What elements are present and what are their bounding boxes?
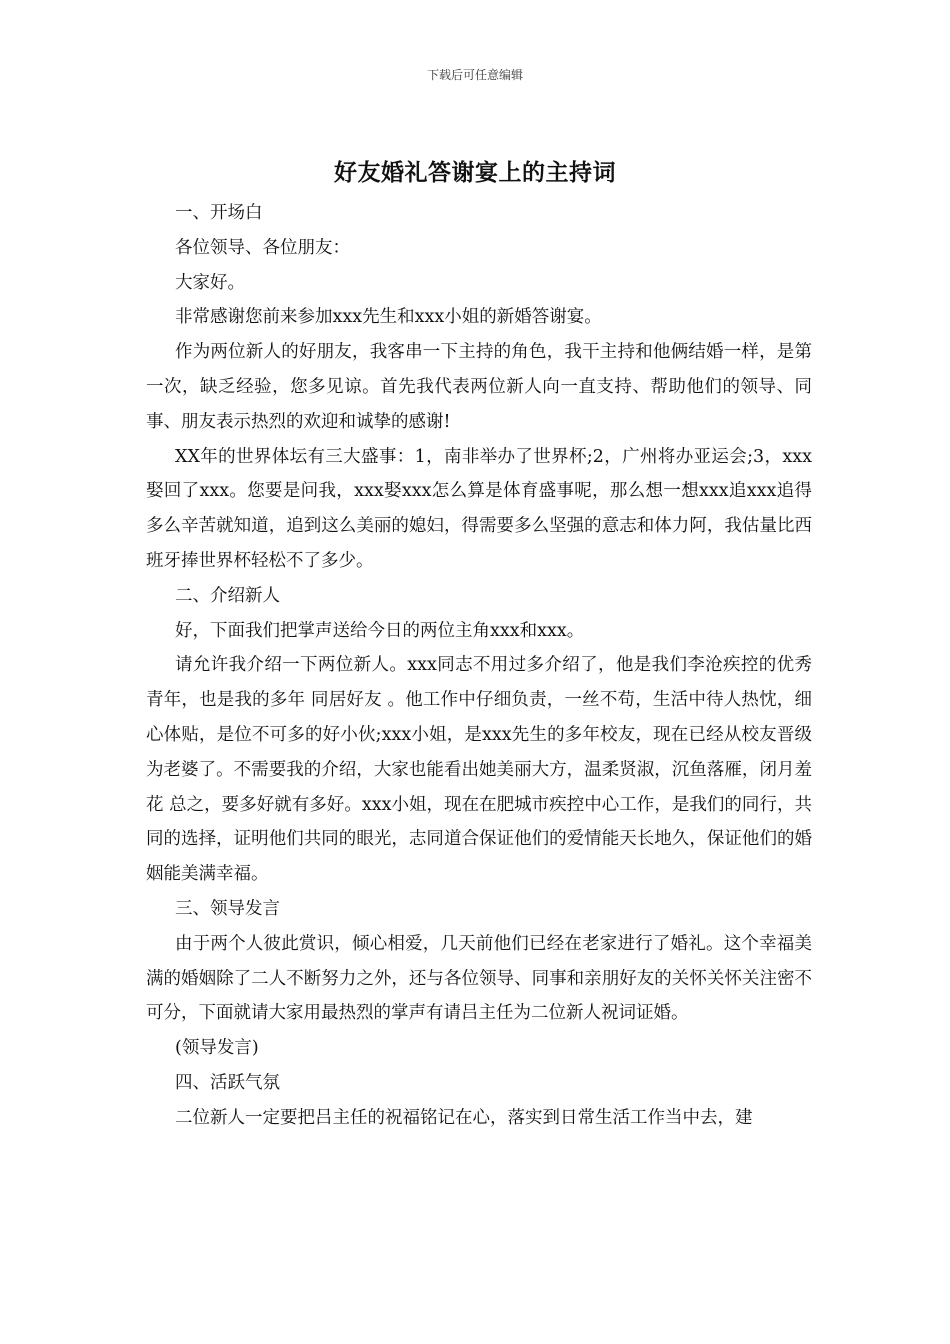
document-body	[146, 196, 812, 1136]
body-paragraph: 作为两位新人的好朋友，我客串一下主持的角色，我干主持和他俩结婚一样，是第一次，缺乏经验，您多见谅。首先我代表两位新人向一直支持、帮助他们的领导、同事、朋友表示热烈的欢迎和诚挚的感谢!	[146, 342, 812, 432]
body-paragraph: 好，下面我们把掌声送给今日的两位主角xxx和xxx。	[175, 620, 585, 641]
body-paragraph: XX年的世界体坛有三大盛事：1，南非举办了世界杯;2，广州将办亚运会;3，xxx娶回了xxx。您要是问我，xxx娶xxx怎么算是体育盛事呢，那么想一想xxx追xxx追得多么辛苦就知道，追到这么美丽的媳妇，得需要多么坚强的意志和体力阿，我估量比西班牙捧世界杯轻松不了多少。	[146, 446, 812, 571]
body-paragraph: 由于两个人彼此赏识，倾心相爱，几天前他们已经在老家进行了婚礼。这个幸福美满的婚姻除了二人不断努力之外，还与各位领导、同事和亲朋好友的关怀关怀关注密不可分，下面就请大家用最热烈的掌声有请吕主任为二位新人祝词证婚。	[146, 933, 812, 1024]
body-paragraph: 非常感谢您前来参加xxx先生和xxx小姐的新婚答谢宴。	[175, 307, 602, 328]
page-header-note: 下载后可任意编辑	[426, 68, 523, 82]
body-paragraph: 二位新人一定要把吕主任的祝福铭记在心，落实到日常生活工作当中去，建	[175, 1107, 753, 1128]
greeting: 大家好。	[175, 272, 245, 293]
stage-note: (领导发言)	[175, 1038, 259, 1059]
salutation: 各位领导、各位朋友：	[175, 237, 350, 258]
document-title: 好友婚礼答谢宴上的主持词	[334, 159, 616, 186]
section-heading-opening: 一、开场白	[175, 203, 263, 223]
section-heading-introduce-couple: 二、介绍新人	[175, 585, 280, 606]
section-heading-leader-speech: 三、领导发言	[175, 898, 280, 919]
body-paragraph: 请允许我介绍一下两位新人。xxx同志不用过多介绍了，他是我们李沧疾控的优秀青年，也是我的多年 同居好友 。他工作中仔细负责，一丝不苟，生活中待人热忱，细心体贴，是位不可多的好小伙;xxx小姐，是xxx先生的多年校友，现在已经从校友晋级为老婆了。不需要我的介绍，大家也能看出她美丽大方，温柔贤淑，沉鱼落雁，闭月羞花 总之，要多好就有多好。xxx小姐，现在在肥城市疾控中心工作，是我们的同行，共同的选择，证明他们共同的眼光，志同道合保证他们的爱情能天长地久，保证他们的婚姻能美满幸福。	[146, 655, 812, 885]
section-heading-atmosphere: 四、活跃气氛	[175, 1072, 280, 1093]
